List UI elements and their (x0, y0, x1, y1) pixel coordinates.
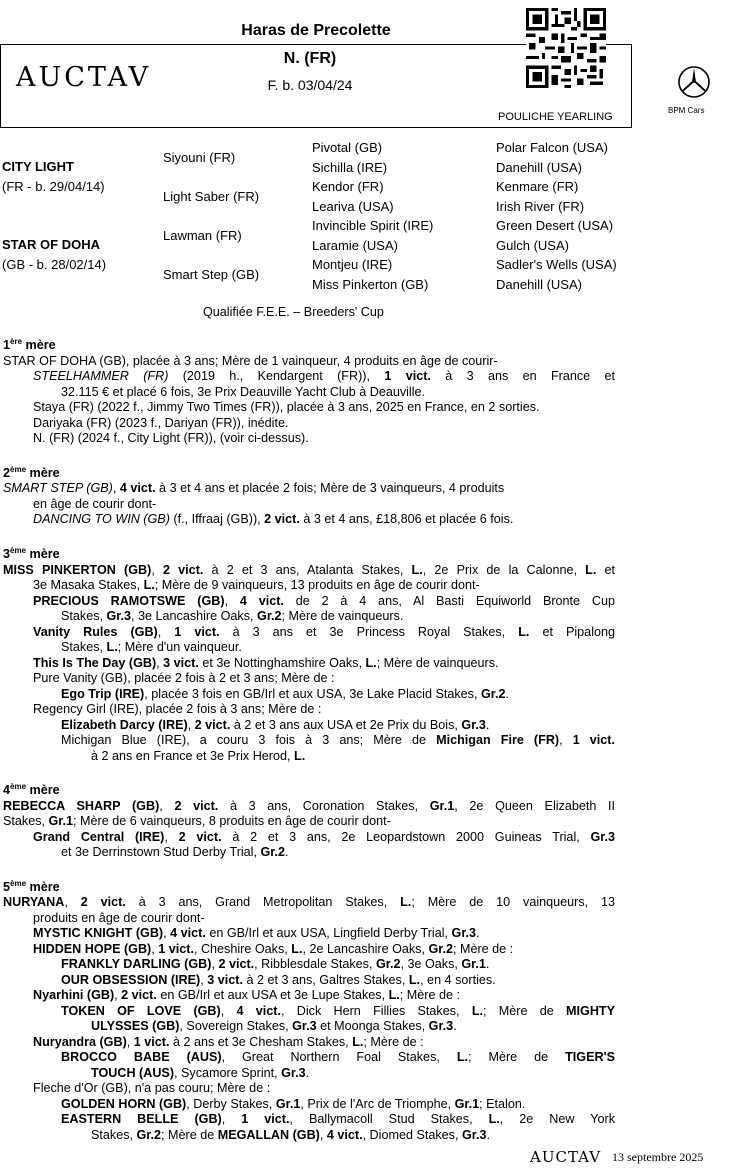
text-run: , (151, 941, 159, 956)
text-run: à 2 et 3 ans, Atalanta Stakes, (203, 562, 412, 577)
text-run: L. (408, 972, 421, 987)
text-line (3, 1112, 615, 1128)
text-run: Staya (FR) (2022 f., Jimmy Two Times (FR)), placée à 3 ans, 2025 en France, en 2 sorties. (33, 400, 540, 415)
text-run: TIGER'S (565, 1050, 615, 1065)
text-run: et Moonga Stakes, (316, 1019, 429, 1034)
text-run: et Pipalong (529, 624, 616, 639)
pedigree-gen4-5: Green Desert (USA) (496, 218, 614, 233)
text-line (3, 733, 615, 749)
pedigree-gen3-1: Pivotal (GB) (312, 140, 383, 155)
text-run: Vanity Rules (GB) (33, 624, 158, 639)
text-run: MIGHTY (566, 1003, 616, 1018)
text-run: ; Mère d'un vainqueur. (117, 640, 242, 655)
text-run: 4 vict. (326, 1127, 363, 1142)
text-run: MYSTIC KNIGHT (GB) (33, 926, 164, 941)
text-run: à 2 et 3 ans, 2e Leopardstown 2000 Guineas Trial, (221, 829, 591, 844)
text-run: , (163, 926, 171, 941)
text-run: ; Mère de vainqueurs. (281, 609, 404, 624)
text-line (3, 1019, 615, 1035)
section-title-5 (3, 876, 615, 896)
pedigree-gen3-4: Leariva (USA) (312, 199, 394, 214)
text-run: ; Mère de (161, 1127, 218, 1142)
text-run: . (305, 1065, 310, 1080)
text-run: en âge de courir dont- (33, 496, 157, 511)
pedigree-dam: STAR OF DOHA (2, 237, 100, 252)
footer-date: 13 septembre 2025 (612, 1150, 704, 1164)
pedigree-gen4-1: Polar Falcon (USA) (496, 140, 608, 155)
text-run: produits en âge de courir dont- (33, 910, 205, 925)
text-run: , Prix de l'Arc de Triomphe, (300, 1096, 455, 1111)
text-run: Gr.2 (257, 609, 282, 624)
text-run: 4 vict. (239, 593, 284, 608)
text-run: , Dick Hern Fillies Stakes, (280, 1003, 472, 1018)
text-run: ; Mère de : (363, 1034, 424, 1049)
text-line (3, 687, 615, 703)
section-suffix: ème (10, 545, 27, 555)
text-line (3, 942, 615, 958)
section-number: 2 (3, 465, 11, 480)
text-run: , (112, 481, 120, 496)
text-run: Gr.3 (590, 829, 616, 844)
pedigree-gen3-7: Montjeu (IRE) (312, 257, 393, 272)
section-suffix: ème (10, 782, 27, 792)
text-run: 1 vict. (384, 369, 431, 384)
text-run: 3 vict. (163, 655, 199, 670)
text-run: 2 vict. (218, 957, 255, 972)
text-run: TOUCH (AUS) (91, 1065, 175, 1080)
text-run: et (596, 562, 616, 577)
text-run: , (157, 624, 175, 639)
text-run: 1 vict. (241, 1112, 290, 1127)
text-run: OUR OBSESSION (IRE) (61, 972, 201, 987)
text-run: , Ribblesdale Stakes, (254, 957, 376, 972)
text-line (3, 911, 615, 927)
pedigree-gen3-3: Kendor (FR) (312, 179, 384, 194)
auctav-logo: AUCTAV (16, 62, 152, 93)
header-right-rule (631, 44, 632, 128)
text-run: This Is The Day (GB) (33, 655, 157, 670)
text-run: BROCCO BABE (AUS) (61, 1050, 222, 1065)
text-run: ULYSSES (GB) (91, 1019, 180, 1034)
text-line (3, 656, 615, 672)
text-line (3, 1097, 615, 1113)
pedigree-gen2-4: Smart Step (GB) (163, 267, 260, 282)
breeder-name: Haras de Precolette (241, 22, 391, 39)
pedigree-gen2-2: Light Saber (FR) (163, 189, 260, 204)
text-run: , (156, 655, 164, 670)
section-suffix: ème (10, 878, 27, 888)
text-line (3, 895, 615, 911)
text-run: et 3e Derrinstown Stud Derby Trial, (61, 845, 261, 860)
text-line (3, 1035, 615, 1051)
text-run: , Cheshire Oaks, (193, 941, 292, 956)
text-run: Gr.1 (454, 1096, 480, 1111)
text-run: , (319, 1127, 327, 1142)
text-run: à 3 et 4 ans et placée 2 fois; Mère de 3 vainqueurs, 4 produits (155, 481, 505, 496)
text-run: SMART STEP (GB) (3, 481, 113, 496)
footer-auctav-logo: AUCTAV (530, 1148, 602, 1166)
section-title-4 (3, 779, 615, 799)
section-number: 1 (3, 338, 11, 353)
text-run: Fleche d'Or (GB), n'a pas couru; Mère de : (33, 1081, 271, 1096)
pedigree-sire-info: (FR - b. 29/04/14) (2, 179, 105, 194)
text-run: L. (400, 895, 412, 910)
text-run: , 2e Queen Elizabeth II (454, 798, 616, 813)
text-run: HIDDEN HOPE (GB) (33, 941, 152, 956)
pedigree-dam-info: (GB - b. 28/02/14) (2, 257, 107, 272)
text-run: Gr.2 (428, 941, 453, 956)
text-run: à 3 ans et 3e Princess Royal Stakes, (219, 624, 519, 639)
text-run: Michigan Fire (FR) (436, 733, 560, 748)
text-run: . (486, 1127, 490, 1142)
text-run: 3e Masaka Stakes, (33, 578, 144, 593)
text-run: Stakes, (91, 1127, 137, 1142)
text-line (3, 718, 615, 734)
text-run: Gr.1 (48, 814, 74, 829)
text-run: Gr.2 (480, 686, 506, 701)
text-run: , (220, 1003, 237, 1018)
text-run: . (476, 926, 480, 941)
text-line (3, 354, 615, 370)
text-run: TOKEN OF LOVE (GB) (61, 1003, 221, 1018)
text-line (3, 416, 615, 432)
text-run: , placée 3 fois en GB/Irl et aux USA, 3e Lake Placid Stakes, (144, 686, 481, 701)
text-run: MISS PINKERTON (GB) (3, 562, 152, 577)
text-run: STAR OF DOHA (GB), placée à 3 ans; Mère de 1 vainqueur, 4 produits en âge de courir- (3, 353, 498, 368)
text-run: 1 vict. (158, 941, 194, 956)
text-run: Gr.3 (461, 717, 486, 732)
section-title-1 (3, 334, 615, 354)
text-run: , (64, 895, 81, 910)
text-run: 4 vict. (170, 926, 206, 941)
text-line (3, 385, 615, 401)
text-line (3, 369, 615, 385)
text-run: , (200, 972, 208, 987)
horse-info: F. b. 03/04/24 (267, 77, 353, 93)
text-run: Gr.2 (375, 957, 401, 972)
header-bottom-rule (0, 127, 632, 128)
pedigree-gen4-8: Danehill (USA) (496, 277, 582, 292)
text-run: de 2 à 4 ans, Al Basti Equiworld Bronte Cup (283, 593, 615, 608)
text-run: à 3 et 4 ans, £18,806 et placée 6 fois. (299, 512, 514, 527)
text-line (3, 640, 615, 656)
qr-code-icon (526, 8, 606, 88)
text-run: Regency Girl (IRE), placée 2 fois à 3 ans; Mère de : (33, 702, 322, 717)
text-run: FRANKLY DARLING (GB) (61, 957, 212, 972)
text-line (3, 431, 615, 447)
text-run: , 2e New York (499, 1112, 616, 1127)
text-run: ; Mère de : (452, 941, 514, 956)
section-word: mère (25, 338, 56, 353)
text-run: ; Mère de (483, 1003, 567, 1018)
qualification-note: Qualifiée F.E.E. – Breeders' Cup (203, 305, 384, 319)
text-run: ; Mère de 9 vainqueurs, 13 produits en âge de courir dont- (154, 578, 480, 593)
text-run: Gr.3 (292, 1019, 317, 1034)
text-run: en GB/Irl et aux USA, Lingfield Derby Trial, (205, 926, 452, 941)
text-run: ; Mère de 10 vainqueurs, 13 (411, 895, 616, 910)
text-run: 4 vict. (119, 481, 156, 496)
text-run: Pure Vanity (GB), placée 2 fois à 2 et 3 ans; Mère de : (33, 671, 335, 686)
text-run: ; Mère de : (399, 988, 460, 1003)
section-suffix: ème (10, 464, 27, 474)
mercedes-star-icon (676, 64, 712, 100)
text-line (3, 1066, 615, 1082)
text-run: N. (FR) (2024 f., City Light (FR)), (voir ci-dessus). (33, 431, 309, 446)
text-line (3, 1081, 615, 1097)
text-line (3, 400, 615, 416)
text-run: , Derby Stakes, (186, 1096, 276, 1111)
dam-line-content (3, 334, 615, 1143)
text-run: Nyarhini (GB) (33, 988, 115, 1003)
pedigree-gen4-4: Irish River (FR) (496, 199, 585, 214)
text-run: à 2 et 3 ans, Galtres Stakes, (242, 972, 409, 987)
text-run: Gr.3 (461, 1127, 487, 1142)
text-run: Gr.1 (275, 1096, 301, 1111)
text-line (3, 578, 615, 594)
text-run: , en 4 sorties. (420, 972, 496, 987)
text-run: Gr.3 (451, 926, 477, 941)
text-run: ; Mère de (468, 1050, 566, 1065)
text-run: , Sycamore Sprint, (174, 1065, 282, 1080)
text-run: Nuryandra (GB) (33, 1034, 127, 1049)
text-run: ; Mère de 6 vainqueurs, 8 produits en âge de courir dont- (73, 814, 391, 829)
text-line (3, 563, 615, 579)
text-run: Gr.2 (260, 845, 285, 860)
text-line (3, 481, 615, 497)
text-line (3, 926, 615, 942)
text-run: , (224, 593, 240, 608)
text-run: 1 vict. (133, 1034, 170, 1049)
text-run: L. (411, 562, 423, 577)
pedigree-gen4-2: Danehill (USA) (496, 160, 582, 175)
text-run: , Diomed Stakes, (362, 1127, 462, 1142)
text-line (3, 702, 615, 718)
text-line (3, 625, 615, 641)
text-run: à 2 ans en France et 3e Prix Herod, (91, 748, 295, 763)
pedigree-gen4-6: Gulch (USA) (496, 238, 569, 253)
text-run: L. (143, 578, 155, 593)
section-number: 3 (3, 547, 11, 562)
section-word: mère (29, 465, 60, 480)
pedigree-gen4-7: Sadler's Wells (USA) (496, 257, 617, 272)
text-line (3, 830, 615, 846)
pedigree-gen3-8: Miss Pinkerton (GB) (312, 277, 429, 292)
text-line (3, 957, 615, 973)
horse-name: N. (FR) (283, 50, 337, 67)
section-word: mère (29, 879, 60, 894)
text-run: , (187, 717, 195, 732)
text-run: L. (456, 1050, 469, 1065)
text-run: MEGALLAN (GB) (217, 1127, 320, 1142)
text-run: , (164, 829, 179, 844)
text-line (3, 671, 615, 687)
text-run: , (151, 562, 164, 577)
text-run: Stakes, (3, 814, 49, 829)
text-run: , Great Northern Foal Stakes, (221, 1050, 457, 1065)
text-run: EASTERN BELLE (GB) (61, 1112, 222, 1127)
text-run: ; Mère de vainqueurs. (376, 655, 499, 670)
text-run: Michigan Blue (IRE), a couru 3 fois à 3 ans; Mère de (61, 733, 437, 748)
text-run: . (285, 845, 289, 860)
text-run: 32.115 € et placé 6 fois, 3e Prix Deauville Yacht Club à Deauville. (61, 384, 426, 399)
text-run: Gr.1 (429, 798, 455, 813)
pedigree-gen2-3: Lawman (FR) (163, 228, 242, 243)
text-run: REBECCA SHARP (GB) (3, 798, 160, 813)
text-run: Gr.3 (106, 609, 132, 624)
section-suffix: ère (10, 337, 23, 346)
text-line (3, 988, 615, 1004)
text-run: L. (585, 562, 597, 577)
text-run: 1 vict. (572, 733, 615, 748)
text-run: Stakes, (61, 640, 107, 655)
text-run: , (126, 1034, 134, 1049)
text-run: à 3 ans, Coronation Stakes, (218, 798, 430, 813)
text-run: , 3e Oaks, (400, 957, 462, 972)
text-run: , 3e Lancashire Oaks, (131, 609, 258, 624)
text-line (3, 799, 615, 815)
text-run: Elizabeth Darcy (IRE) (61, 717, 188, 732)
text-run: , (211, 957, 219, 972)
bpm-cars-logo: BPM Cars (668, 106, 705, 115)
text-run: (2019 h., Kendargent (FR)), (168, 369, 385, 384)
text-run: GOLDEN HORN (GB) (61, 1096, 187, 1111)
text-run: STEELHAMMER (FR) (33, 369, 169, 384)
text-run: (f., Iffraaj (GB)), (169, 512, 265, 527)
text-line (3, 814, 615, 830)
text-run: 1 vict. (174, 624, 220, 639)
text-line (3, 1004, 615, 1020)
text-run: , (221, 1112, 242, 1127)
text-run: 2 vict. (80, 895, 126, 910)
text-line (3, 1128, 615, 1144)
section-title-3 (3, 543, 615, 563)
text-run: . (485, 957, 490, 972)
text-run: à 3 ans en France et (430, 369, 616, 384)
section-word: mère (29, 783, 60, 798)
pedigree-gen3-6: Laramie (USA) (312, 238, 398, 253)
text-line (3, 497, 615, 513)
category-label: POULICHE YEARLING (498, 111, 613, 123)
section-word: mère (29, 547, 60, 562)
text-run: , 2e Prix de la Calonne, (422, 562, 586, 577)
text-run: en GB/Irl et aux USA et 3e Lupe Stakes, (156, 988, 389, 1003)
text-line (3, 973, 615, 989)
text-line (3, 749, 615, 765)
text-run: ; Etalon. (479, 1096, 526, 1111)
text-run: L. (291, 941, 303, 956)
text-run: Gr.3 (281, 1065, 306, 1080)
section-title-2 (3, 462, 615, 482)
text-run: Ego Trip (IRE) (61, 686, 145, 701)
text-run: Gr.2 (136, 1127, 162, 1142)
text-run: L. (294, 748, 306, 763)
pedigree-gen2-1: Siyouni (FR) (163, 150, 236, 165)
text-line (3, 594, 615, 610)
text-run: , Ballymacoll Stud Stakes, (289, 1112, 489, 1127)
text-run: 2 vict. (178, 829, 222, 844)
text-run: L. (518, 624, 530, 639)
text-run: . (453, 1019, 457, 1034)
text-run: Dariyaka (FR) (2023 f., Dariyan (FR)), inédite. (33, 415, 289, 430)
text-run: 2 vict. (174, 798, 219, 813)
text-run: à 2 ans et 3e Chesham Stakes, (169, 1034, 353, 1049)
text-run: L. (352, 1034, 364, 1049)
pedigree-gen3-2: Sichilla (IRE) (312, 160, 388, 175)
text-run: PRECIOUS RAMOTSWE (GB) (33, 593, 225, 608)
text-run: . (505, 686, 509, 701)
text-run: 2 vict. (163, 562, 204, 577)
text-run: Stakes, (61, 609, 107, 624)
text-run: DANCING TO WIN (GB) (33, 512, 170, 527)
text-run: 2 vict. (121, 988, 157, 1003)
text-line (3, 845, 615, 861)
text-run: , Sovereign Stakes, (179, 1019, 293, 1034)
text-line (3, 512, 615, 528)
text-run: L. (388, 988, 400, 1003)
text-run: L. (106, 640, 118, 655)
text-line (3, 1050, 615, 1066)
text-run: à 2 et 3 ans aux USA et 2e Prix du Bois, (230, 717, 462, 732)
pedigree-sire: CITY LIGHT (2, 159, 74, 174)
section-number: 4 (3, 783, 11, 798)
text-run: , (114, 988, 122, 1003)
text-run: 2 vict. (264, 512, 300, 527)
text-run: . (485, 717, 490, 732)
text-run: , (159, 798, 175, 813)
text-run: 4 vict. (236, 1003, 281, 1018)
text-run: à 3 ans, Grand Metropolitan Stakes, (125, 895, 401, 910)
text-run: 2 vict. (194, 717, 231, 732)
text-run: Gr.1 (461, 957, 486, 972)
text-line (3, 609, 615, 625)
text-run: L. (365, 655, 377, 670)
pedigree-gen4-3: Kenmare (FR) (496, 179, 579, 194)
text-run: et 3e Nottinghamshire Oaks, (198, 655, 366, 670)
text-run: , 2e Lancashire Oaks, (302, 941, 429, 956)
text-run: 3 vict. (207, 972, 243, 987)
text-run: L. (471, 1003, 484, 1018)
pedigree-gen3-5: Invincible Spirit (IRE) (312, 218, 434, 233)
text-run: Grand Central (IRE) (33, 829, 165, 844)
text-run: L. (488, 1112, 500, 1127)
text-run: , (559, 733, 573, 748)
text-run: Gr.3 (428, 1019, 454, 1034)
section-number: 5 (3, 879, 11, 894)
text-run: NURYANA (3, 895, 65, 910)
